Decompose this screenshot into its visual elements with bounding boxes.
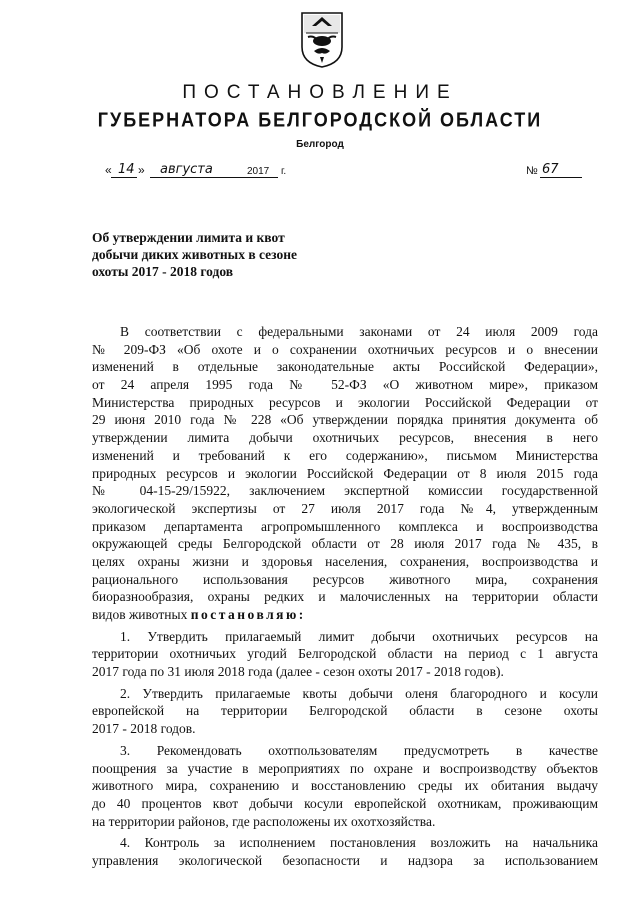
item-2-line: европейской на территории Белгородской области в сезоне охоты: [92, 703, 598, 719]
preamble-final-line: [92, 606, 598, 624]
item-3-line: поощрения за участие в мероприятиях по охране и воспроизводству объектов: [92, 760, 598, 776]
preamble-line: утверждении лимита добычи охотничьих ресурсов, внесения в него: [92, 430, 598, 446]
date-quote-open: «: [105, 163, 112, 177]
document-type-title: ПОСТАНОВЛЕНИЕ: [182, 82, 458, 103]
preamble-line: № 04-15-29/15922, заключением экспертной комиссии государственной: [92, 483, 598, 499]
document-number: [526, 163, 582, 179]
preamble-line: В соответствии с федеральными законами от 24 июля 2009 года: [120, 324, 598, 339]
date-month: августа: [160, 162, 213, 177]
heading-line: охоты 2017 - 2018 годов: [92, 264, 234, 279]
item-1-line: 2017 года по 31 июля 2018 года (далее - сезон охоты 2017 - 2018 годов).: [92, 664, 504, 680]
item-2-line: 2. Утвердить прилагаемые квоты добычи оленя благородного и косули: [120, 685, 598, 701]
number-value: 67: [542, 162, 559, 177]
preamble-line: Министерства природных ресурсов и экологии Российской Федерации от: [92, 394, 598, 410]
item-1-line: территории охотничьих угодий Белгородской области на период с 1 августа: [92, 646, 598, 662]
item-4-line: 4. Контроль за исполнением постановления возложить на начальника: [120, 835, 598, 851]
heading-line: добычи диких животных в сезоне: [92, 247, 298, 262]
issuer-title: ГУБЕРНАТОРА БЕЛГОРОДСКОЙ ОБЛАСТИ: [97, 108, 543, 131]
preamble-line: изменений в отдельные законодательные акты Российской Федерации»,: [92, 359, 598, 375]
date-year-suffix: г.: [281, 166, 287, 177]
preamble-line: 29 июня 2010 года № 228 «Об утверждении порядка принятия документа об: [92, 412, 598, 428]
preamble-line: изменений и требований к его содержанию», письмом Министерства: [92, 447, 598, 463]
item-3-line: на территории районов, где расположены их охотхозяйства.: [92, 813, 436, 829]
number-prefix: №: [526, 165, 538, 177]
number-underline: [540, 177, 582, 178]
heading-line: Об утверждении лимита и квот: [92, 230, 285, 245]
date-day-underline: [111, 177, 137, 178]
item-3-line: 3. Рекомендовать охотпользователям предусмотреть в качестве: [120, 742, 598, 758]
date-day: 14: [118, 162, 135, 177]
coat-of-arms-emblem: [300, 11, 344, 69]
preamble-line: от 24 апреля 1995 года № 52-ФЗ «О животном мире», приказом: [92, 377, 598, 393]
date-month-underline: [150, 177, 278, 178]
document-date: [105, 163, 300, 179]
item-3-line: животного мира, сохранению и восстановлению среды их обитания выдачу: [92, 778, 598, 794]
resolve-word: постановляю:: [190, 607, 306, 622]
item-1-line: 1. Утвердить прилагаемый лимит добычи охотничьих ресурсов на: [120, 628, 598, 644]
preamble-line: природных ресурсов и экологии Российской Федерации от 8 июля 2015 года: [92, 465, 598, 481]
item-3-line: до 40 процентов квот добычи косули европейской охотникам, проживающим: [92, 795, 598, 811]
preamble-line: биоразнообразия, охраны редких и малочисленных на территории области: [92, 589, 598, 605]
preamble-line: экологической экспертизы от 27 июля 2017 года №4, утвержденным: [92, 500, 598, 516]
preamble-line: целях охраны жизни и здоровья населения, сохранения, воспроизводства и: [92, 553, 598, 569]
preamble-line: приказом департамента агропромышленного комплекса и воспроизводства: [92, 518, 598, 534]
item-4-line: управления экологической безопасности и надзора за использованием: [92, 852, 598, 868]
date-quote-close: »: [138, 163, 145, 177]
city-name: Белгород: [296, 139, 344, 150]
preamble-last-text: видов животных: [92, 607, 188, 622]
preamble-line: окружающей среды Белгородской области от 28 июля 2017 года № 435, в: [92, 536, 598, 552]
date-year: 2017: [247, 166, 270, 177]
document-heading: [92, 229, 352, 280]
preamble-line: № 209-ФЗ «Об охоте и о сохранении охотничьих ресурсов и о внесении: [92, 341, 598, 357]
preamble-line: рационального использования ресурсов животного мира, сохранения: [92, 571, 598, 587]
document-body: [92, 323, 598, 870]
item-2-line: 2017 - 2018 годов.: [92, 721, 196, 737]
